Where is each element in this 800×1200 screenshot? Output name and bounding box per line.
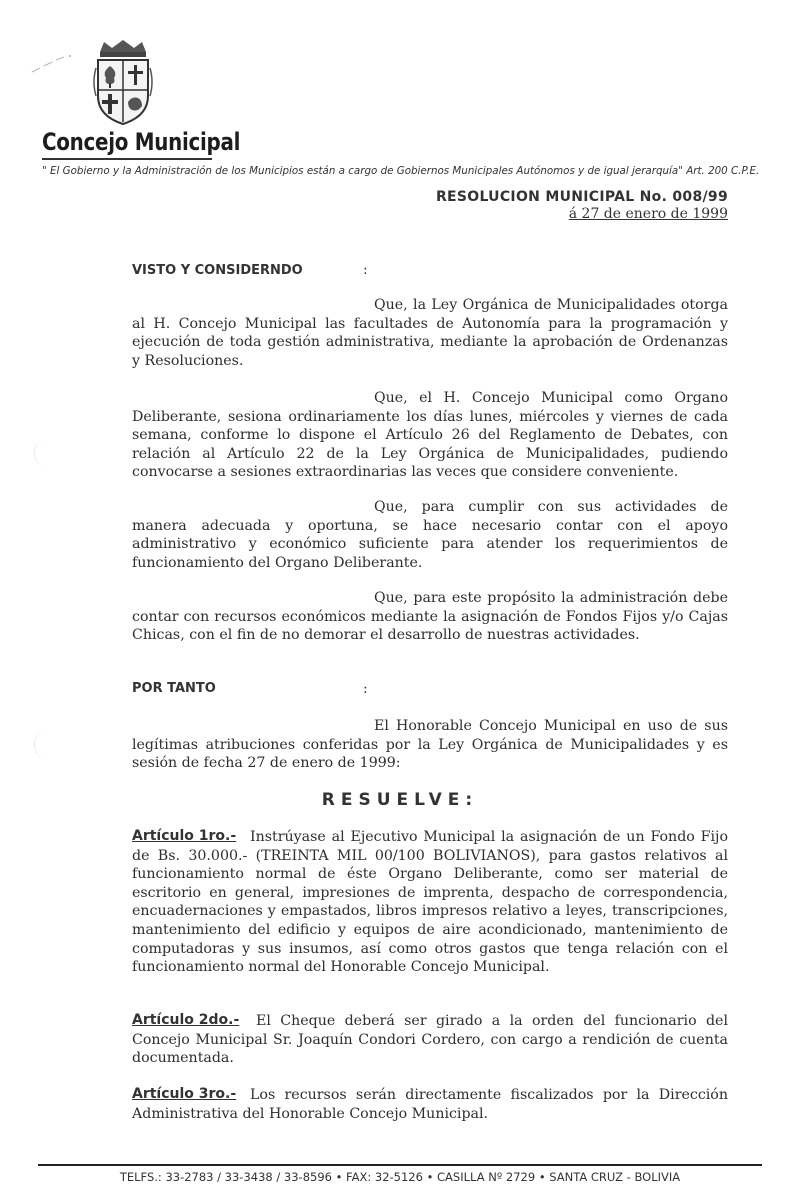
- footer-rule: [38, 1164, 762, 1166]
- article-label: Artículo 3ro.-: [132, 1086, 237, 1102]
- por-tanto-paragraph: El Honorable Concejo Municipal en uso de sus legítimas atribuciones conferidas por la Ley Orgánica de Municipalidades y es sesión de fecha 27 de enero de 1999:: [132, 718, 728, 772]
- footer-contact: TELFS.: 33-2783 / 33-3438 / 33-8596 • FAX: 32-5126 • CASILLA Nº 2729 • SANTA CRUZ - BOLIVIA: [119, 1170, 681, 1184]
- article-3: [132, 1086, 728, 1123]
- section-colon: :: [363, 681, 368, 697]
- punch-hole-mark: [34, 732, 55, 758]
- ink-mark: [30, 52, 80, 76]
- punch-hole-mark: [34, 440, 55, 466]
- considerando-paragraph: Que, el H. Concejo Municipal como Organo Deliberante, sesiona ordinariamente los días lunes, miércoles y viernes de cada semana, conforme lo dispone el Artículo 26 del Reglamento de Debates, con relación al Artículo 22 de la Ley Orgánica de Municipalidades, pudiendo convocarse a sesiones extraordinarias las veces que considere conveniente.: [132, 390, 728, 481]
- considerando-paragraph: Que, la Ley Orgánica de Municipalidades otorga al H. Concejo Municipal las facultades de Autonomía para la programación y ejecución de toda gestión administrativa, mediante la aprobación de Ordenanzas y Resoluciones.: [132, 297, 728, 369]
- resuelve-heading: RESUELVE:: [321, 790, 479, 810]
- article-1: [132, 828, 728, 977]
- coat-of-arms-icon: [92, 38, 154, 126]
- article-text: El Cheque deberá ser girado a la orden del funcionario del Concejo Municipal Sr. Joaquín Condori Cordero, con cargo a rendición de cuenta documentada.: [132, 1013, 728, 1067]
- considerando-paragraph: Que, para cumplir con sus actividades de manera adecuada y oportuna, se hace necesario contar con el apoyo administrativo y económico suficiente para atender los requerimientos de funcionamiento del Organo Deliberante.: [132, 499, 728, 571]
- organization-name: Concejo Municipal: [42, 128, 241, 156]
- considerando-paragraph: Que, para este propósito la administración debe contar con recursos económicos mediante la asignación de Fondos Fijos y/o Cajas Chicas, con el fin de no demorar el desarrollo de nuestras actividades.: [132, 590, 728, 644]
- motto: " El Gobierno y la Administración de los Municipios están a cargo de Gobiernos Municipales Autónomos y de igual jerarquía" Art. 200 C.P.E.: [42, 165, 760, 177]
- article-2: [132, 1012, 728, 1068]
- resolution-date: á 27 de enero de 1999: [568, 206, 728, 222]
- section-label-visto: VISTO Y CONSIDERNDO: [132, 263, 303, 278]
- section-label-por-tanto: POR TANTO: [132, 681, 216, 696]
- resolution-number: RESOLUCION MUNICIPAL No. 008/99: [435, 189, 728, 205]
- article-label: Artículo 2do.-: [132, 1012, 240, 1028]
- article-text: Instrúyase al Ejecutivo Municipal la asignación de un Fondo Fijo de Bs. 30.000.- (TREINTA MIL 00/100 BOLIVIANOS), para gastos relativos al funcionamiento normal de éste Organo Deliberante, como ser material de escritorio en general, impresiones de imprenta, despacho de correspondencia, encuadernaciones y empastados, libros impresos relativo a leyes, transcripciones, mantenimiento del edificio y equipos de aire acondicionado, mantenimiento de computadoras y sus insumos, así como otros gastos que tenga relación con el funcionamiento normal del Honorable Concejo Municipal.: [132, 829, 728, 976]
- section-colon: :: [363, 262, 368, 278]
- article-label: Artículo 1ro.-: [132, 828, 237, 844]
- article-text: Los recursos serán directamente fiscalizados por la Dirección Administrativa del Honorable Concejo Municipal.: [132, 1087, 728, 1122]
- header-rule: [42, 158, 212, 160]
